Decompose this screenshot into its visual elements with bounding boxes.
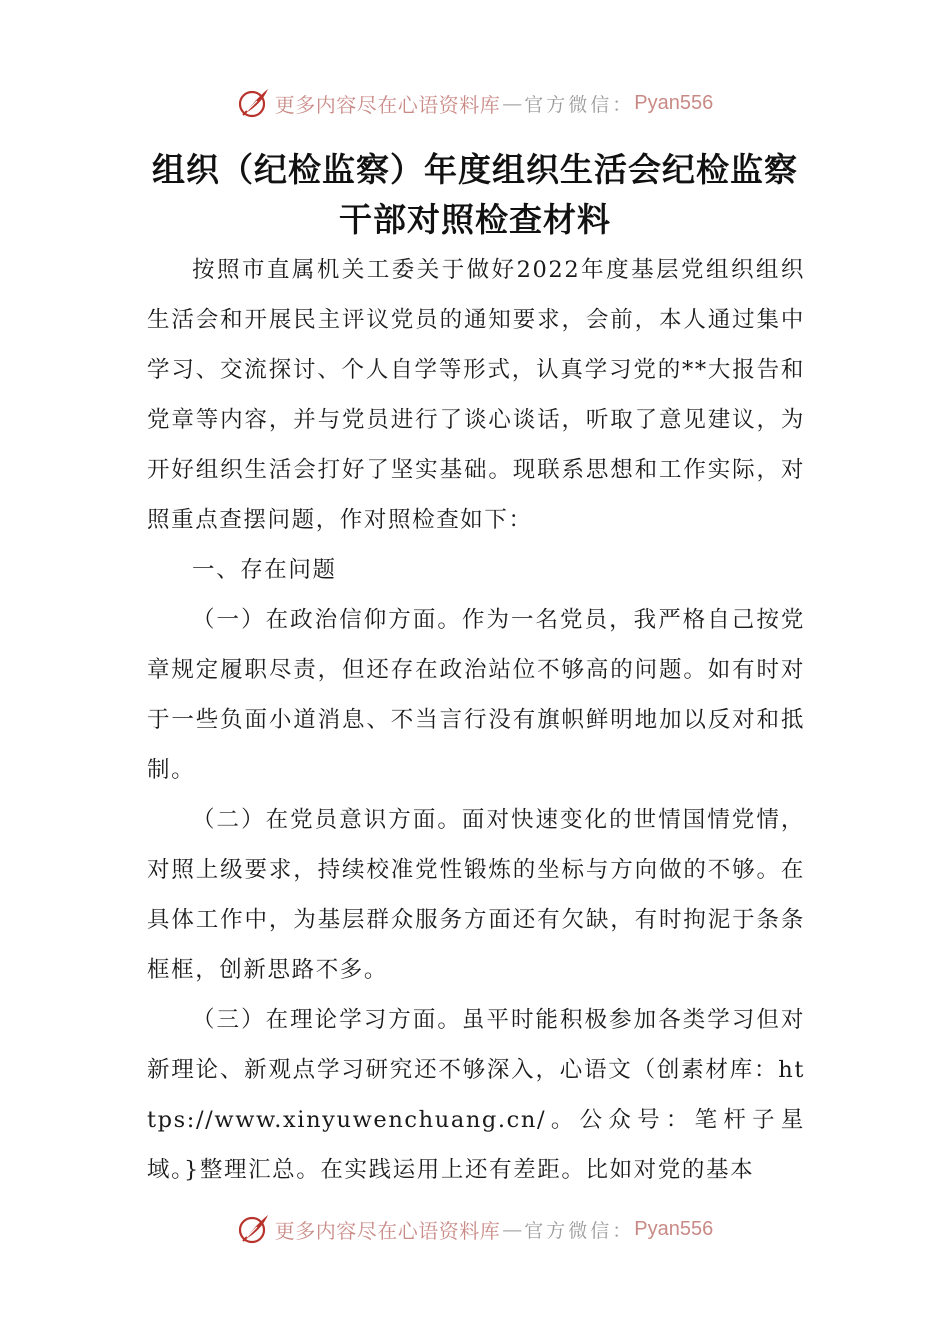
quill-pen-logo-icon — [237, 1212, 271, 1246]
quill-pen-logo-icon — [237, 86, 271, 120]
banner-separator: — — [502, 91, 523, 115]
header-banner — [0, 83, 950, 123]
paragraph-theory-study: （三）在理论学习方面。虽平时能积极参加各类学习但对新理论、新观点学习研究还不够深入，心语文（创素材库：https://www.xinyuwenchuang.cn/。公众号：笔杆子星域。}整理汇总。在实践运用上还有差距。比如对党的基本 — [147, 1007, 805, 1183]
banner-separator: — — [502, 1217, 523, 1241]
banner-text: 更多内容尽在心语资料库 — [274, 1218, 501, 1243]
footer-banner — [0, 1209, 950, 1249]
section-heading-problems: 一、存在问题 — [192, 557, 337, 583]
banner-official-label: 官方微信： — [524, 93, 635, 116]
paragraph-party-awareness: （二）在党员意识方面。面对快速变化的世情国情党情，对照上级要求，持续校准党性锻炼的坐标与方向做的不够。在具体工作中，为基层群众服务方面还有欠缺，有时拘泥于条条框框，创新思路不多。 — [147, 807, 805, 983]
paragraph-intro: 按照市直属机关工委关于做好2022年度基层党组织组织生活会和开展民主评议党员的通知要求，会前，本人通过集中学习、交流探讨、个人自学等形式，认真学习党的**大报告和党章等内容，并与党员进行了谈心谈话，听取了意见建议，为开好组织生活会打好了坚实基础。现联系思想和工作实际，对照重点查摆问题，作对照检查如下： — [147, 257, 805, 533]
paragraph-political-belief: （一）在政治信仰方面。作为一名党员，我严格自己按党章规定履职尽责，但还存在政治站位不够高的问题。如有时对于一些负面小道消息、不当言行没有旗帜鲜明地加以反对和抵制。 — [147, 607, 805, 783]
document-body — [147, 245, 805, 1195]
banner-official-label: 官方微信： — [524, 1219, 635, 1242]
banner-wechat-id: Pyan556 — [634, 91, 714, 114]
banner-wechat-id: Pyan556 — [634, 1217, 714, 1240]
document-title: 组织（纪检监察）年度组织生活会纪检监察干部对照检查材料 — [152, 150, 798, 239]
banner-text: 更多内容尽在心语资料库 — [274, 92, 501, 117]
